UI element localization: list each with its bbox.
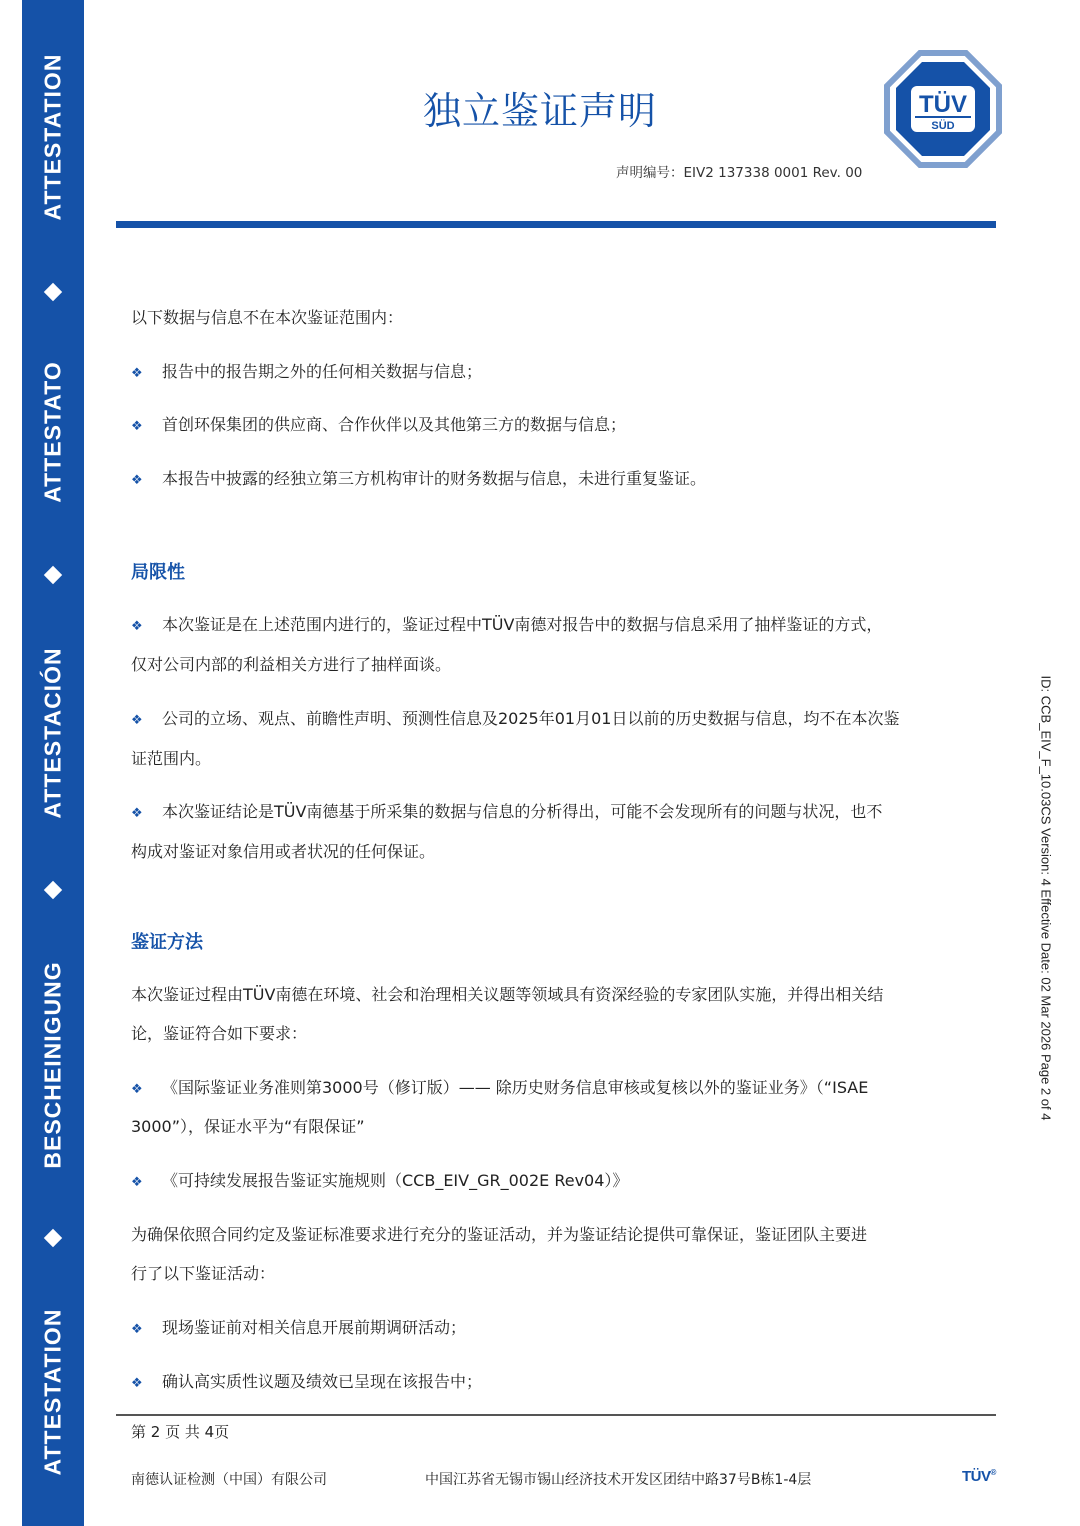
statement-number: 声明编号：EIV2 137338 0001 Rev. 00 xyxy=(616,165,863,181)
method-activities-intro-continuation: 行了以下鉴证活动： xyxy=(131,1264,276,1283)
banner-word: ATTESTATION xyxy=(39,1308,66,1476)
list-item-continuation: 3000”），保证水平为“有限保证” xyxy=(131,1117,365,1136)
list-item: ❖ 报告中的报告期之外的任何相关数据与信息； xyxy=(131,362,483,381)
banner-word: ATTESTACIÓN xyxy=(39,647,66,819)
banner-word: BESCHEINIGUNG xyxy=(39,961,66,1169)
bullet-icon: ❖ xyxy=(131,619,143,634)
list-item-continuation: 构成对鉴证对象信用或者状况的任何保证。 xyxy=(131,842,436,861)
bullet-icon: ❖ xyxy=(131,1322,143,1337)
section-heading-method: 鉴证方法 xyxy=(131,932,203,953)
list-item: ❖ 公司的立场、观点、前瞻性声明、预测性信息及2025年01月01日以前的历史数据与信息，均不在本次鉴 xyxy=(131,709,900,728)
company-name: 南德认证检测（中国）有限公司 xyxy=(131,1472,327,1488)
list-item: ❖ 《可持续发展报告鉴证实施规则（CCB_EIV_GR_002E Rev04）》 xyxy=(131,1171,629,1190)
document-id: ID: CCB_EIV_F_10.03CS Version: 4 Effective Date: 02 Mar 2026 Page 2 of 4 xyxy=(1038,675,1054,1121)
list-item: ❖ 现场鉴证前对相关信息开展前期调研活动； xyxy=(131,1318,467,1337)
list-item: ❖ 本次鉴证结论是TÜV南德基于所采集的数据与信息的分析得出，可能不会发现所有的问题与状况，也不 xyxy=(131,802,883,821)
logo-text-top: TÜV xyxy=(919,91,967,118)
scope-intro: 以下数据与信息不在本次鉴证范围内： xyxy=(131,308,404,327)
company-address: 中国江苏省无锡市锡山经济技术开发区团结中路37号B栋1-4层 xyxy=(425,1472,812,1488)
list-item: ❖ 本报告中披露的经独立第三方机构审计的财务数据与信息，未进行重复鉴证。 xyxy=(131,469,707,488)
footer-divider xyxy=(116,1414,996,1416)
section-heading-limitations: 局限性 xyxy=(131,562,185,583)
page-number: 第 2 页 共 4页 xyxy=(131,1423,230,1441)
method-activities-intro: 为确保依照合同约定及鉴证标准要求进行充分的鉴证活动，并为鉴证结论提供可靠保证，鉴证团队主要进 xyxy=(131,1225,868,1244)
list-item-continuation: 证范围内。 xyxy=(131,749,212,768)
bullet-icon: ❖ xyxy=(131,473,143,488)
bullet-icon: ❖ xyxy=(131,713,143,728)
bullet-icon: ❖ xyxy=(131,1376,143,1391)
banner-word: ATTESTATO xyxy=(39,361,66,503)
tuv-sud-logo xyxy=(884,50,1002,168)
list-item: ❖ 《国际鉴证业务准则第3000号（修订版）—— 除历史财务信息审核或复核以外的鉴证业务》（“ISAE xyxy=(131,1078,869,1097)
banner-word: ATTESTATION xyxy=(39,53,66,221)
footer-logo: TÜV® xyxy=(962,1468,996,1485)
bullet-icon: ❖ xyxy=(131,419,143,434)
method-intro: 本次鉴证过程由TÜV南德在环境、社会和治理相关议题等领域具有资深经验的专家团队实施，并得出相关结 xyxy=(131,985,884,1004)
method-intro-continuation: 论，鉴证符合如下要求： xyxy=(131,1024,308,1043)
bullet-icon: ❖ xyxy=(131,366,143,381)
list-item: ❖ 本次鉴证是在上述范围内进行的，鉴证过程中TÜV南德对报告中的数据与信息采用了抽样鉴证的方式， xyxy=(131,615,883,634)
list-item: ❖ 确认高实质性议题及绩效已呈现在该报告中； xyxy=(131,1372,483,1391)
bullet-icon: ❖ xyxy=(131,806,143,821)
list-item: ❖ 首创环保集团的供应商、合作伙伴以及其他第三方的数据与信息； xyxy=(131,415,627,434)
page-title: 独立鉴证声明 xyxy=(422,89,657,133)
bullet-icon: ❖ xyxy=(131,1175,143,1190)
list-item-continuation: 仅对公司内部的利益相关方进行了抽样面谈。 xyxy=(131,655,452,674)
header-divider xyxy=(116,221,996,228)
bullet-icon: ❖ xyxy=(131,1082,143,1097)
logo-text-bottom: SÜD xyxy=(931,120,955,132)
